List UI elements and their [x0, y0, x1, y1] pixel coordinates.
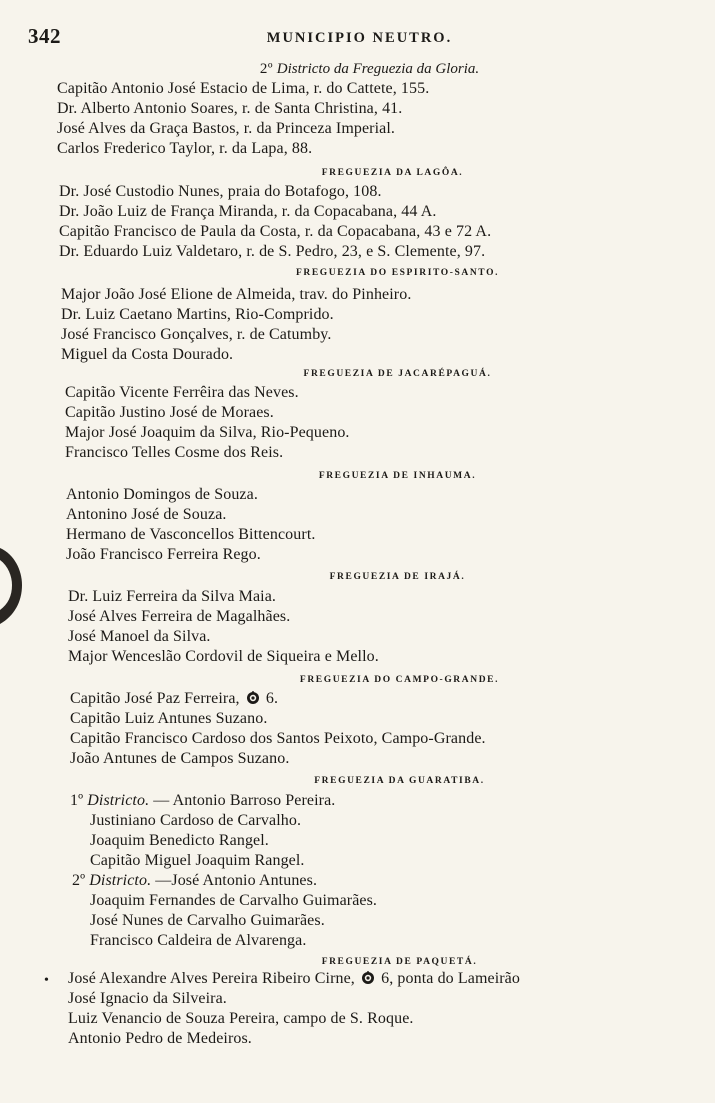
margin-dot: •: [44, 973, 49, 988]
district-label-italic: Districto.: [87, 792, 150, 809]
list-item: Capitão Miguel Joaquim Rangel.: [90, 852, 305, 869]
list-item: Miguel da Costa Dourado.: [61, 346, 234, 363]
list-item: João Antunes de Campos Suzano.: [70, 750, 290, 767]
list-item: Capitão Luiz Antunes Suzano.: [70, 710, 268, 727]
list-item: José Alves da Graça Bastos, r. da Princeza Imperial.: [57, 120, 395, 137]
running-head: MUNICIPIO NEUTRO.: [266, 30, 453, 46]
district-label: 1º: [70, 792, 84, 809]
list-item: José Nunes de Carvalho Guimarães.: [90, 912, 325, 929]
list-item: Dr. Alberto Antonio Soares, r. de Santa Christina, 41.: [57, 100, 403, 117]
list-item: Antonio Pedro de Medeiros.: [68, 1030, 252, 1047]
entry-text: 6.: [265, 690, 279, 707]
list-item: João Francisco Ferreira Rego.: [66, 546, 261, 563]
list-item: Antonio Domingos de Souza.: [66, 486, 258, 503]
list-item: Major José Joaquim da Silva, Rio-Pequeno.: [65, 424, 350, 441]
list-item: Major João José Elione de Almeida, trav. do Pinheiro.: [61, 286, 412, 303]
espirito-santo-heading: FREGUEZIA DO ESPIRITO-SANTO.: [295, 268, 500, 278]
order-insignia-icon: [246, 691, 260, 705]
list-item: Luiz Venancio de Souza Pereira, campo de S. Roque.: [68, 1010, 414, 1027]
list-item: Joaquim Benedicto Rangel.: [90, 832, 269, 849]
lagoa-heading: FREGUEZIA DA LAGÔA.: [321, 168, 464, 178]
list-item: Dr. Luiz Caetano Martins, Rio-Comprido.: [61, 306, 334, 323]
list-item: Justiniano Cardoso de Carvalho.: [90, 812, 302, 829]
entry-text: 6, ponta do Lameirão: [381, 970, 520, 987]
list-item: Dr. João Luiz de França Miranda, r. da Copacabana, 44 A.: [59, 203, 437, 220]
entry-text: —José Antonio Antunes.: [155, 872, 318, 889]
jacarepagua-heading: FREGUEZIA DE JACARÉPAGUÁ.: [303, 369, 492, 379]
list-item: Hermano de Vasconcellos Bittencourt.: [66, 526, 316, 543]
page-header: [28, 22, 691, 52]
list-item: José Francisco Gonçalves, r. de Catumby.: [61, 326, 332, 343]
page-number: 342: [28, 24, 61, 48]
list-item: [72, 872, 317, 890]
inhauma-heading: FREGUEZIA DE INHAUMA.: [318, 471, 477, 481]
list-item: Dr. Eduardo Luiz Valdetaro, r. de S. Pedro, 23, e S. Clemente, 97.: [59, 243, 486, 260]
list-item: Antonino José de Souza.: [66, 506, 227, 523]
margin-ink-blot: [0, 540, 28, 630]
list-item: Capitão Francisco Cardoso dos Santos Peixoto, Campo-Grande.: [70, 730, 486, 747]
list-item: José Ignacio da Silveira.: [68, 990, 227, 1007]
entry-text: — Antonio Barroso Pereira.: [153, 792, 336, 809]
district-title: Districto da Freguezia da Gloria.: [276, 61, 480, 77]
list-item: Carlos Frederico Taylor, r. da Lapa, 88.: [57, 140, 313, 157]
list-item: Major Wenceslão Cordovil de Siqueira e Mello.: [68, 648, 379, 665]
list-item: [68, 970, 520, 988]
list-item: Francisco Telles Cosme dos Reis.: [65, 444, 284, 461]
district-label: 2º: [72, 872, 86, 889]
list-item: Joaquim Fernandes de Carvalho Guimarães.: [90, 892, 378, 909]
list-item: Capitão Justino José de Moraes.: [65, 404, 274, 421]
list-item: José Manoel da Silva.: [68, 628, 211, 645]
paqueta-heading: FREGUEZIA DE PAQUETÁ.: [321, 957, 478, 967]
order-insignia-icon: [361, 971, 375, 985]
list-item: [70, 792, 335, 810]
list-item: Capitão Francisco de Paula da Costa, r. da Copacabana, 43 e 72 A.: [59, 223, 492, 240]
list-item: Francisco Caldeira de Alvarenga.: [90, 932, 307, 949]
district-number: 2º: [259, 61, 274, 77]
list-item: Capitão Antonio José Estacio de Lima, r. do Cattete, 155.: [57, 80, 430, 97]
campo-grande-heading: FREGUEZIA DO CAMPO-GRANDE.: [299, 675, 500, 685]
entry-text: José Alexandre Alves Pereira Ribeiro Cirne,: [68, 970, 355, 987]
list-item: [70, 690, 278, 708]
list-item: Dr. José Custodio Nunes, praia do Botafogo, 108.: [59, 183, 382, 200]
list-item: Dr. Luiz Ferreira da Silva Maia.: [68, 588, 277, 605]
guaratiba-heading: FREGUEZIA DA GUARATIBA.: [314, 776, 485, 786]
district-label-italic: Districto.: [89, 872, 152, 889]
list-item: Capitão Vicente Ferrêira das Neves.: [65, 384, 299, 401]
entry-text: Capitão José Paz Ferreira,: [70, 690, 240, 707]
list-item: José Alves Ferreira de Magalhães.: [68, 608, 291, 625]
iraja-heading: FREGUEZIA DE IRAJÁ.: [329, 572, 466, 582]
gloria-district-heading: [12, 61, 715, 78]
